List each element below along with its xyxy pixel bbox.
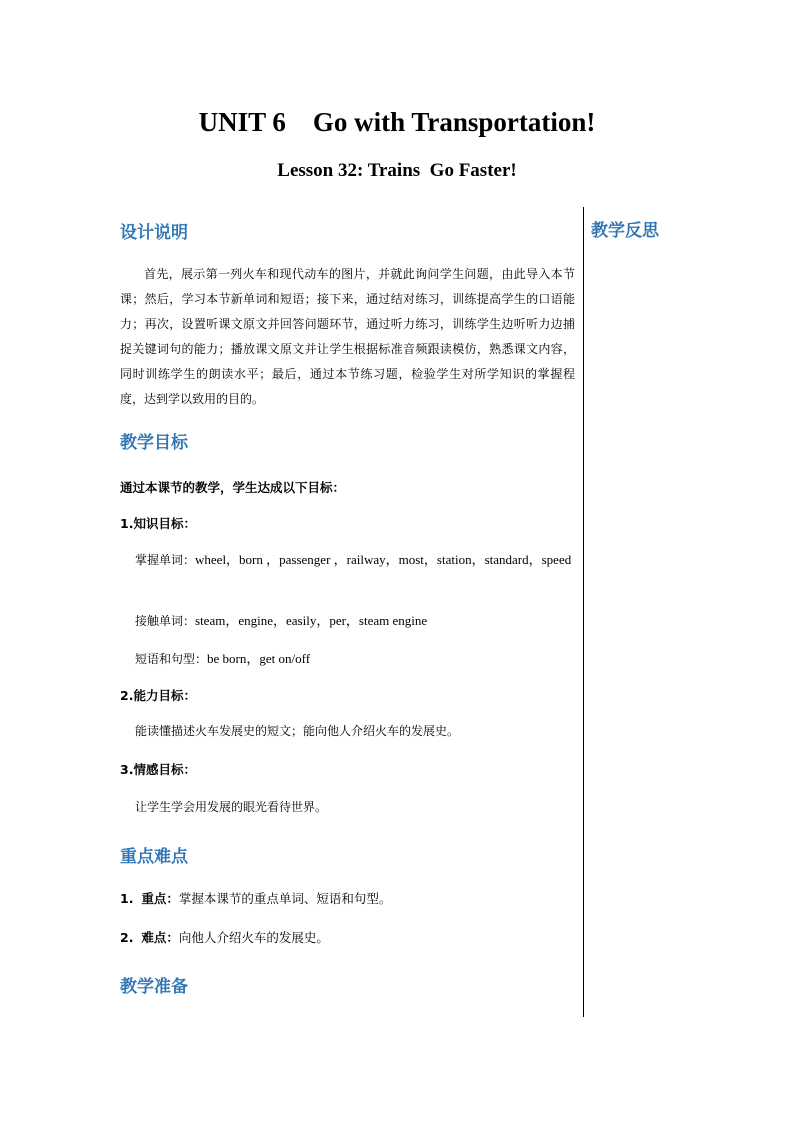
knowledge-goal-label: 1.知识目标： bbox=[120, 516, 196, 531]
key-point-text: 掌握本课节的重点单词、短语和句型。 bbox=[178, 891, 392, 906]
difficult-point-num: 2. bbox=[120, 930, 134, 945]
master-words-line bbox=[135, 548, 577, 572]
reflection-heading: 教学反思 bbox=[591, 221, 659, 241]
emotion-goal-label: 3.情感目标： bbox=[120, 762, 196, 777]
preparation-heading: 教学准备 bbox=[120, 977, 188, 997]
contact-words: steam，engine，easily，per，steam engine bbox=[195, 613, 428, 628]
difficult-point-item bbox=[120, 928, 329, 946]
emotion-goal-text: 让学生学会用发展的眼光看待世界。 bbox=[135, 800, 328, 814]
difficult-point-label: 难点： bbox=[141, 930, 179, 945]
key-point-item bbox=[120, 889, 391, 907]
column-divider bbox=[583, 207, 584, 1017]
key-point-num: 1. bbox=[120, 891, 134, 906]
contact-words-line bbox=[135, 609, 427, 633]
difficult-point-text: 向他人介绍火车的发展史。 bbox=[178, 930, 329, 945]
key-point-label: 重点： bbox=[141, 891, 179, 906]
key-points-heading: 重点难点 bbox=[120, 847, 188, 867]
unit-title: UNIT 6 Go with Transportation! bbox=[198, 107, 596, 137]
ability-goal-text: 能读懂描述火车发展史的短文；能向他人介绍火车的发展史。 bbox=[135, 724, 460, 738]
design-heading: 设计说明 bbox=[120, 223, 188, 243]
design-paragraph: 首先，展示第一列火车和现代动车的图片，并就此询问学生问题，由此导入本节课；然后，学习本节新单词和短语；接下来，通过结对练习，训练提高学生的口语能力；再次，设置听课文原文并回答问题环节，通过听力练习，训练学生边听听力边捕捉关键词句的能力；播放课文原文并让学生根据标准音频跟读模仿，熟悉课文内容，同时训练学生的朗读水平；最后，通过本节练习题，检验学生对所学知识的掌握程度，达到学以致用的目的。 bbox=[120, 267, 575, 406]
phrase-label: 短语和句型： bbox=[135, 652, 208, 666]
objectives-heading: 教学目标 bbox=[120, 433, 188, 453]
master-words: wheel，born ，passenger ，railway，most，station，standard，speed bbox=[195, 552, 572, 567]
ability-goal-label: 2.能力目标： bbox=[120, 688, 196, 703]
phrase-line bbox=[135, 647, 310, 671]
phrase-words: be born，get on/off bbox=[207, 651, 311, 666]
master-words-label: 掌握单词： bbox=[135, 553, 196, 567]
lesson-title: Lesson 32: Trains Go Faster! bbox=[277, 160, 517, 181]
contact-words-label: 接触单词： bbox=[135, 614, 196, 628]
objectives-intro: 通过本课节的教学，学生达成以下目标： bbox=[120, 480, 346, 495]
